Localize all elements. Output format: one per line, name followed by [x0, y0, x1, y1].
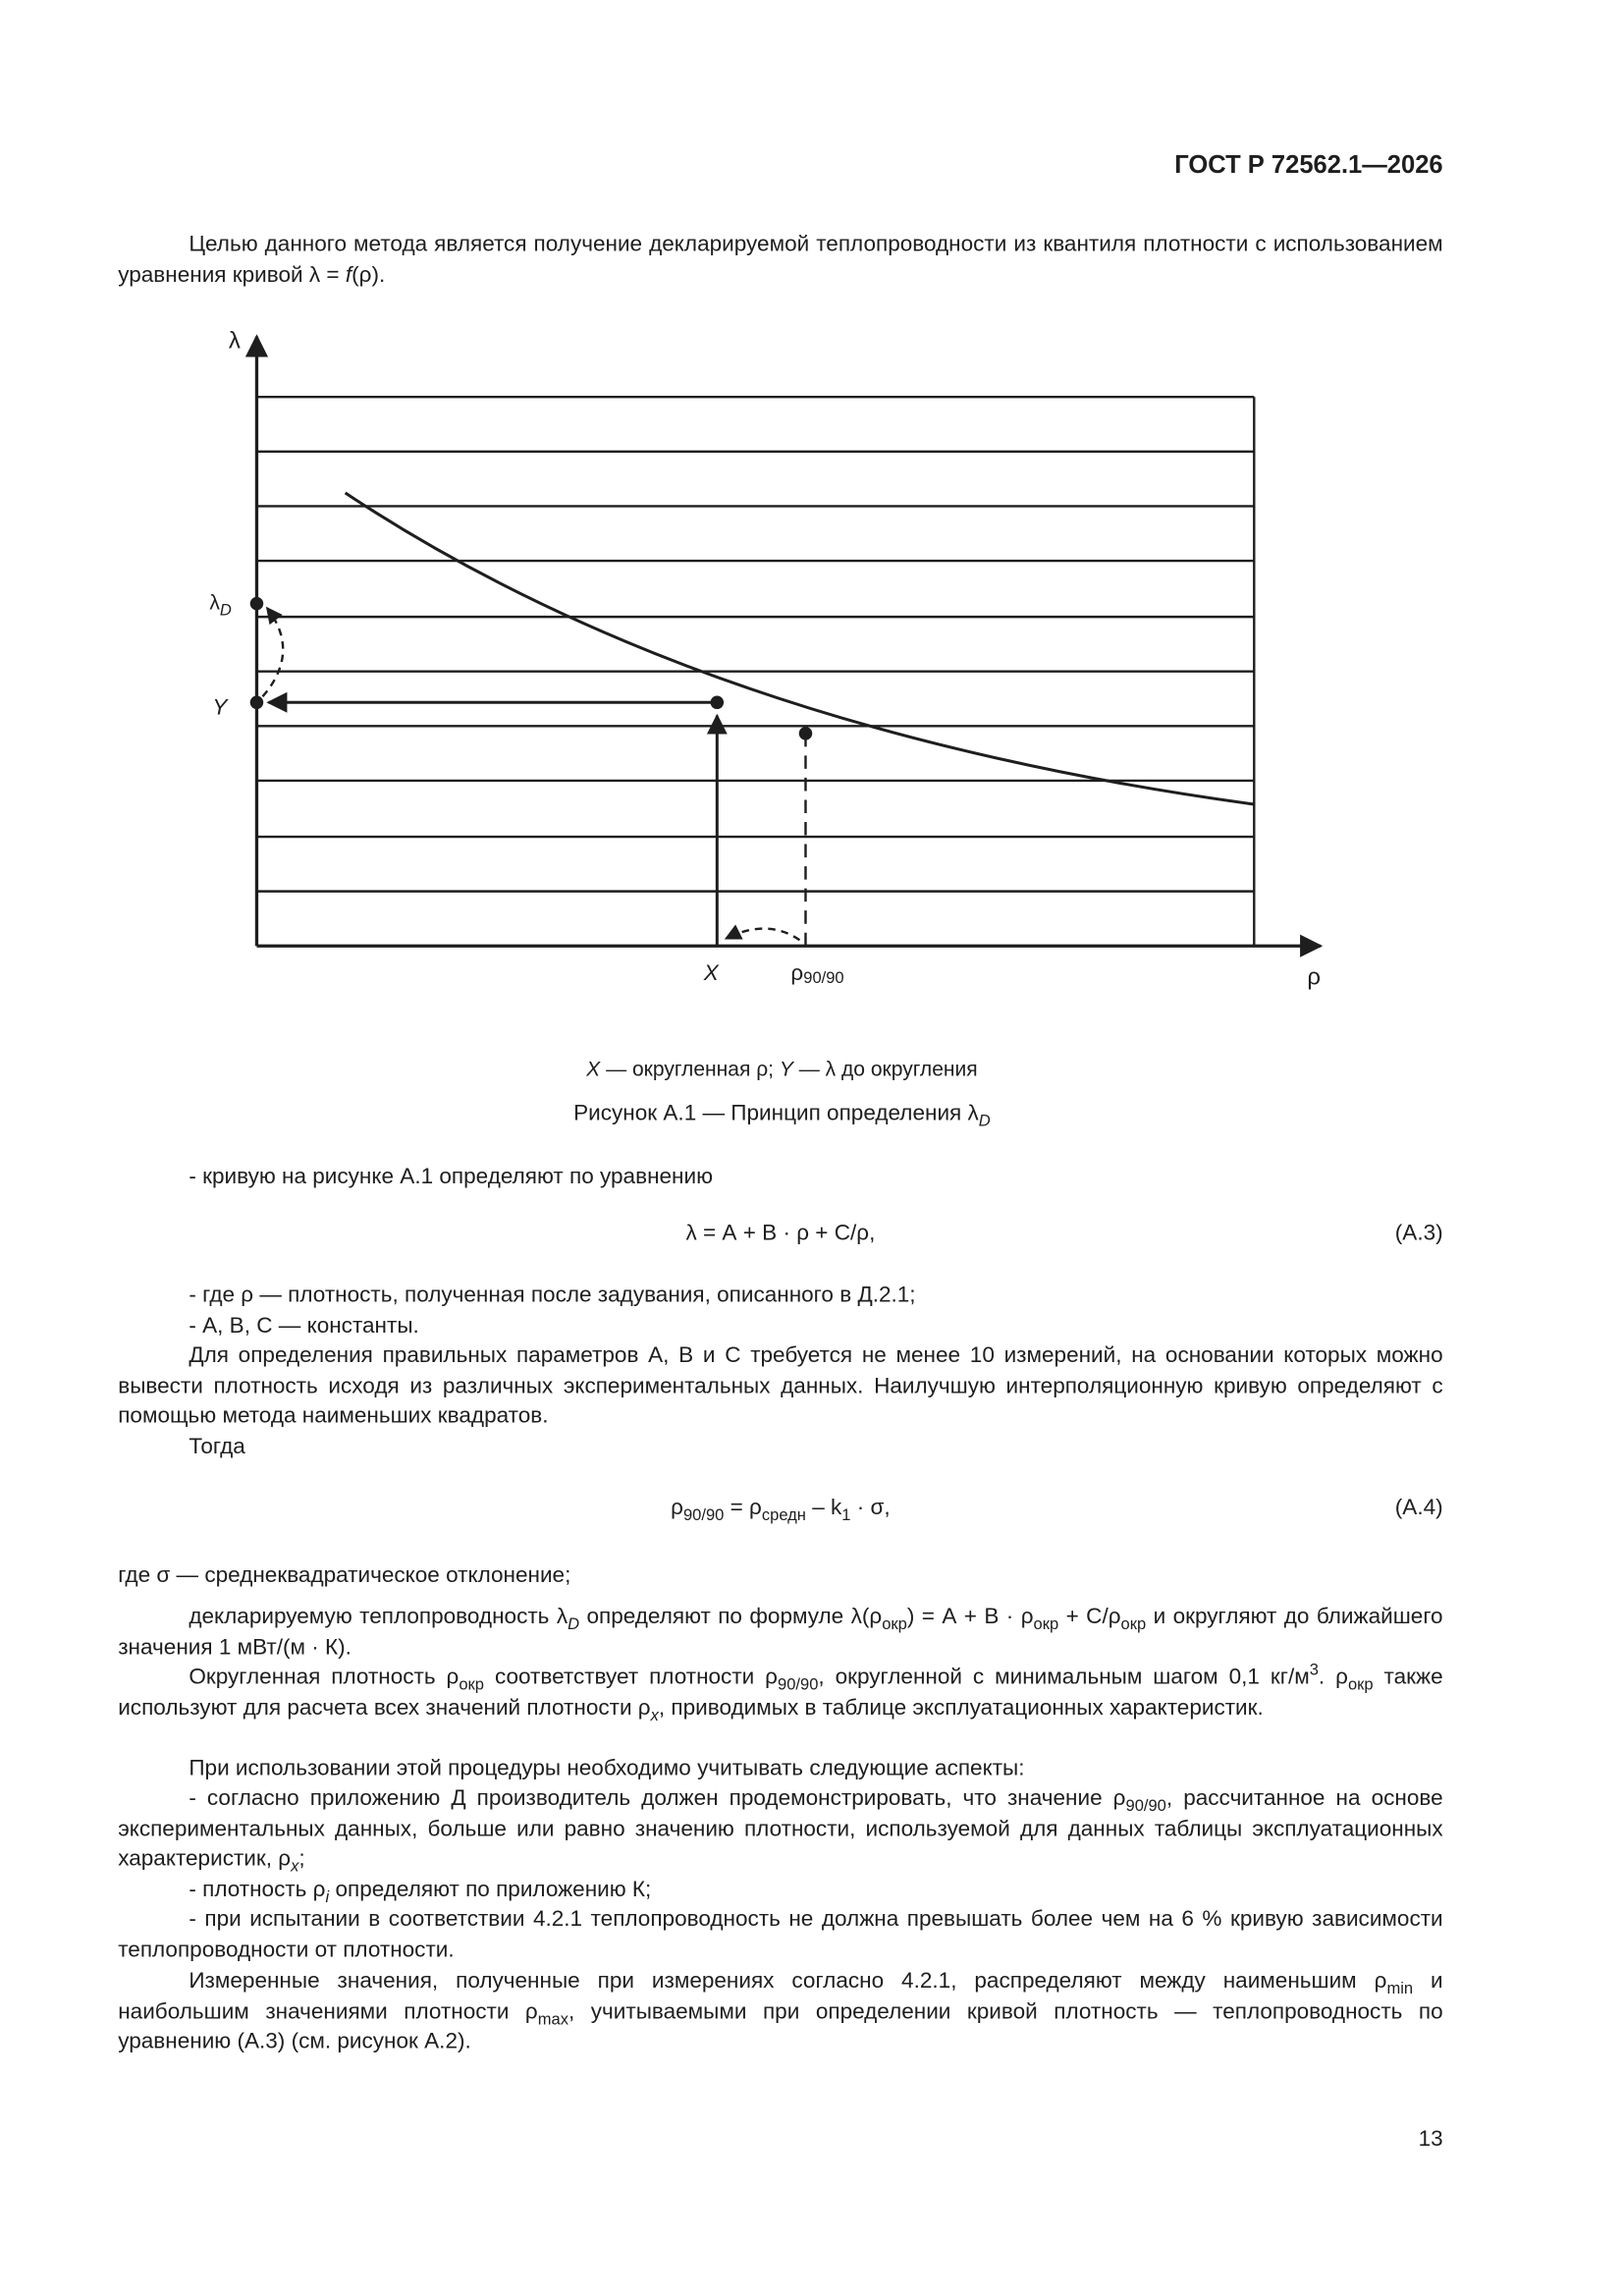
figure-a1: [0, 0, 1623, 1033]
figure-caption: Рисунок А.1 — Принцип определения $\lambda_D$: [573, 1101, 991, 1131]
constants-item: - А, В, С — константы.: [189, 1313, 419, 1339]
y-point-label: Y: [212, 694, 228, 720]
intro-paragraph: Целью данного метода является получение декларируемой теплопроводности из квантиля плотности с использованием уравнения кривой λ = f(ρ).: [118, 231, 1443, 288]
aspect-bullet-3: - при испытании в соответствии 4.2.1 теплопроводность не должна превышать более чем на 6 % кривую зависимости теплопроводности от плотности.: [118, 1906, 1443, 1963]
figure-grid: [256, 397, 1254, 946]
equation-a3-number: (А.3): [1394, 1220, 1443, 1246]
figure-legend: X — округленная ρ; Y — λ до округления: [586, 1056, 978, 1080]
rho-9090-label: ρ90/90: [790, 959, 844, 987]
lambda-d-label: $\lambda_D$: [209, 591, 232, 620]
axis-point-y: [250, 696, 264, 710]
aspect-bullet-2: - плотность $\rho_i$ определяют по приложению К;: [189, 1877, 652, 1907]
rounded-density-paragraph: Округленная плотность $\rho_{окр}$ соответствует плотности $\rho_{90/90}$, округленной с минимальным шагом 0,1 $кг/м^3$. $\rho_{окр}$ также используют для расчета всех значений плотности $\rho_x$, приводимых в таблице эксплуатационных характеристик.: [118, 1662, 1443, 1725]
x-axis-label: ρ: [1307, 963, 1322, 991]
where-sigma: где σ — среднеквадратическое отклонение;: [118, 1562, 571, 1588]
aspect-bullet-1: - согласно приложению Д производитель должен продемонстрировать, что значение $\rho_{90/90}$, рассчитанное на основе экспериментальных данных, больше или равно значению плотности, используемой для данных таблицы эксплуатационных характеристик, $\rho_x$;: [118, 1785, 1443, 1877]
curve-point-rho: [799, 727, 813, 740]
density-conductivity-curve: [346, 493, 1255, 804]
equation-a3: [118, 1219, 1442, 1251]
equation-a4: [118, 1494, 1442, 1526]
where-rho-item: - где ρ — плотность, полученная после задувания, описанного в Д.2.1;: [189, 1282, 916, 1308]
axis-point-lambda-d: [250, 597, 264, 611]
rounding-dashed-arrow-y: [262, 608, 283, 696]
curve-item: - кривую на рисунке А.1 определяют по уравнению: [189, 1164, 714, 1190]
then-paragraph: Тогда: [189, 1434, 245, 1460]
rounding-dashed-arrow-x: [726, 929, 799, 941]
aspects-paragraph: При использовании этой процедуры необходимо учитывать следующие аспекты:: [189, 1756, 1025, 1781]
curve-point-x: [711, 696, 725, 710]
measured-values-paragraph: Измеренные значения, полученные при измерениях согласно 4.2.1, распределяют между наименьшим $\rho_{min}$ и наибольшим значениями плотности $\rho_{max}$, учитываемыми при определении кривой плотность — теплопроводность по уравнению (А.3) (см. рисунок А.2).: [118, 1968, 1443, 2055]
equation-a4-text: $\rho_{90/90} = \rho_{средн} - k_1 \cdot \sigma$,: [671, 1495, 891, 1525]
equation-a3-text: λ = А + В · ρ + С/ρ,: [685, 1220, 876, 1246]
x-point-label: X: [703, 959, 719, 985]
y-axis-label: λ: [228, 327, 241, 355]
declared-conductivity-paragraph: декларируемую теплопроводность $\lambda_D$ определяют по формуле $\lambda(\rho_{окр}) = А + В \cdot \rho_{окр} + С/\rho_{окр}$ и округляют до ближайшего значения 1 мВт/(м · К).: [118, 1604, 1443, 1661]
parameters-paragraph: Для определения правильных параметров А, В и С требуется не менее 10 измерений, на основании которых можно вывести плотность исходя из различных экспериментальных данных. Наилучшую интерполяционную кривую определяют с помощью метода наименьших квадратов.: [118, 1342, 1443, 1430]
page-number: 13: [1418, 2126, 1443, 2152]
standard-number: ГОСТ Р 72562.1—2026: [1174, 150, 1443, 179]
equation-a4-number: (А.4): [1394, 1495, 1443, 1520]
